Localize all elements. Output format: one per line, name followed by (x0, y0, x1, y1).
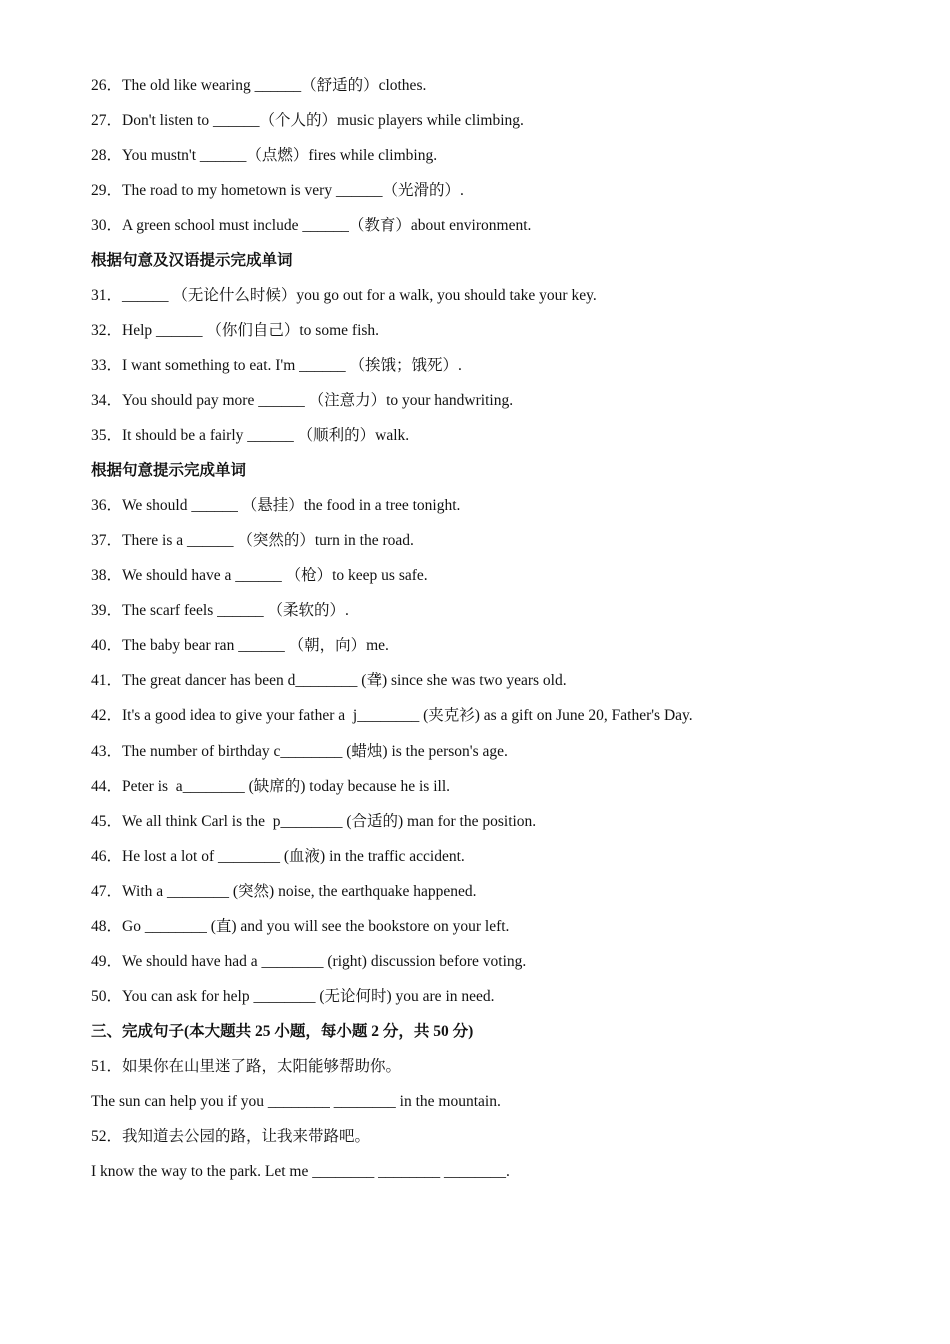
question-37: 37．There is a ______ （突然的）turn in the road. (91, 532, 414, 549)
question-44: 44．Peter is a________ (缺席的) today because he is ill. (91, 778, 451, 795)
question-32: 32．Help ______ （你们自己）to some fish. (91, 322, 380, 339)
question-39: 39．The scarf feels ______ （柔软的）. (91, 602, 349, 619)
question-26: 26．The old like wearing ______（舒适的）clothes. (91, 77, 427, 94)
question-33: 33．I want something to eat. I'm ______ （挨饿；饿死）. (91, 357, 462, 374)
question-31: 31．______ （无论什么时候）you go out for a walk, you should take your key. (91, 287, 597, 304)
question-35: 35．It should be a fairly ______ （顺利的）walk. (91, 427, 410, 444)
question-45: 45．We all think Carl is the p________ (合适的) man for the position. (91, 813, 537, 830)
question-34: 34．You should pay more ______ （注意力）to your handwriting. (91, 392, 514, 409)
section-heading-complete-sentences: 三、完成句子(本大题共 25 小题，每小题 2 分，共 50 分) (91, 1023, 474, 1040)
question-30: 30．A green school must include ______（教育）about environment. (91, 217, 532, 234)
question-46: 46．He lost a lot of ________ (血液) in the traffic accident. (91, 848, 465, 865)
section-heading-chinese-hint: 根据句意及汉语提示完成单词 (91, 252, 293, 269)
question-27: 27．Don't listen to ______（个人的）music players while climbing. (91, 112, 524, 129)
question-52-prompt: 52．我知道去公园的路，让我来带路吧。 (91, 1128, 371, 1145)
question-42: 42．It's a good idea to give your father a j________ (夹克衫) as a gift on June 20, Father's Day. (91, 707, 693, 724)
question-50: 50．You can ask for help ________ (无论何时) you are in need. (91, 988, 495, 1005)
question-28: 28．You mustn't ______（点燃）fires while climbing. (91, 147, 438, 164)
question-51-prompt: 51．如果你在山里迷了路，太阳能够帮助你。 (91, 1058, 402, 1075)
question-52-sentence: I know the way to the park. Let me ________ ________ ________. (91, 1163, 510, 1180)
question-43: 43．The number of birthday c________ (蜡烛) is the person's age. (91, 743, 508, 760)
question-38: 38．We should have a ______ （枪）to keep us safe. (91, 567, 428, 584)
question-47: 47．With a ________ (突然) noise, the earthquake happened. (91, 883, 477, 900)
question-40: 40．The baby bear ran ______ （朝，向）me. (91, 637, 389, 654)
question-48: 48．Go ________ (直) and you will see the bookstore on your left. (91, 918, 510, 935)
question-29: 29．The road to my hometown is very ______（光滑的）. (91, 182, 464, 199)
question-41: 41．The great dancer has been d________ (聋) since she was two years old. (91, 672, 567, 689)
question-51-sentence: The sun can help you if you ________ ________ in the mountain. (91, 1093, 501, 1110)
question-49: 49．We should have had a ________ (right) discussion before voting. (91, 953, 527, 970)
section-heading-meaning-hint: 根据句意提示完成单词 (91, 462, 247, 479)
question-36: 36．We should ______ （悬挂）the food in a tree tonight. (91, 497, 461, 514)
